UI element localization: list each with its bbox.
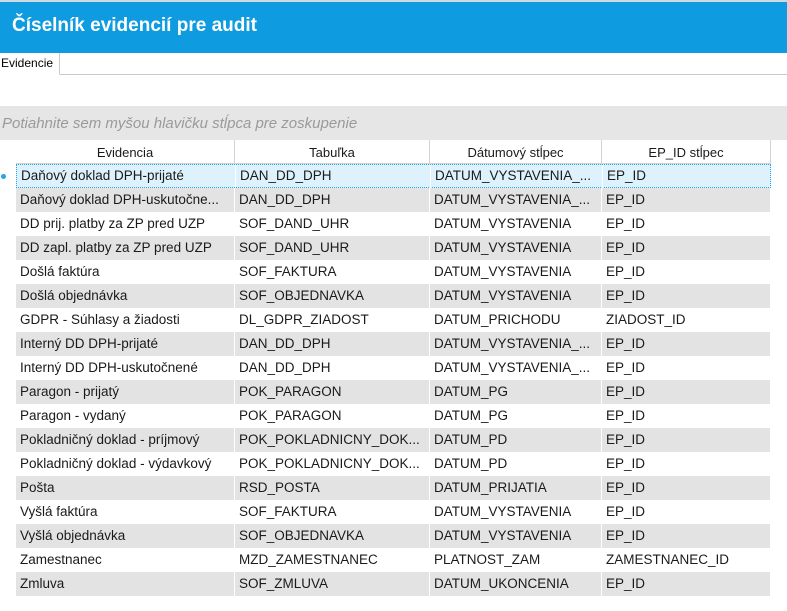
table-cell: POK_POKLADNICNY_DOK...	[235, 428, 430, 452]
table-row[interactable]	[16, 308, 771, 332]
table-cell: Vyšlá objednávka	[16, 524, 235, 548]
column-header-tabulka[interactable]: Tabuľka	[235, 140, 430, 164]
table-cell: RSD_POSTA	[235, 476, 430, 500]
table-row[interactable]	[16, 452, 771, 476]
table-cell: EP_ID	[602, 332, 771, 356]
table-row[interactable]	[16, 404, 771, 428]
table-cell: SOF_DAND_UHR	[235, 236, 430, 260]
group-by-hint: Potiahnite sem myšou hlavičku stĺpca pre zoskupenie	[2, 115, 358, 132]
table-row[interactable]	[16, 212, 771, 236]
table-cell: EP_ID	[602, 476, 771, 500]
table-row[interactable]	[16, 524, 771, 548]
table-cell: ZIADOST_ID	[602, 308, 771, 332]
table-cell: Zamestnanec	[16, 548, 235, 572]
table-cell: SOF_FAKTURA	[235, 500, 430, 524]
table-cell: DATUM_VYSTAVENIA_...	[431, 165, 603, 189]
table-cell: Interný DD DPH-prijaté	[16, 332, 235, 356]
grid-header	[16, 140, 771, 164]
table-cell: SOF_OBJEDNAVKA	[235, 284, 430, 308]
table-cell: Interný DD DPH-uskutočnené	[16, 356, 235, 380]
column-header-datumovy-stlpec[interactable]: Dátumový stĺpec	[430, 140, 602, 164]
table-cell: Paragon - prijatý	[16, 380, 235, 404]
table-cell: SOF_DAND_UHR	[235, 212, 430, 236]
table-row[interactable]	[16, 380, 771, 404]
table-cell: EP_ID	[603, 165, 772, 189]
current-row-indicator	[1, 174, 6, 179]
table-cell: Zmluva	[16, 572, 235, 596]
column-header-evidencia[interactable]: Evidencia	[16, 140, 235, 164]
table-row[interactable]	[16, 572, 771, 596]
table-cell: DATUM_UKONCENIA	[430, 572, 602, 596]
table-cell: EP_ID	[602, 572, 771, 596]
table-cell: EP_ID	[602, 188, 771, 212]
table-cell: POK_PARAGON	[235, 380, 430, 404]
group-by-panel[interactable]	[0, 106, 787, 140]
table-cell: EP_ID	[602, 404, 771, 428]
table-row[interactable]	[16, 356, 771, 380]
table-cell: EP_ID	[602, 452, 771, 476]
table-cell: DATUM_PRIJATIA	[430, 476, 602, 500]
table-cell: Vyšlá faktúra	[16, 500, 235, 524]
table-cell: DATUM_PD	[430, 428, 602, 452]
table-cell: EP_ID	[602, 428, 771, 452]
table-cell: PLATNOST_ZAM	[430, 548, 602, 572]
table-cell: DL_GDPR_ZIADOST	[235, 308, 430, 332]
table-cell: EP_ID	[602, 524, 771, 548]
table-cell: Pošta	[16, 476, 235, 500]
table-cell: DATUM_PG	[430, 404, 602, 428]
table-cell: Pokladničný doklad - výdavkový	[16, 452, 235, 476]
table-cell: DATUM_VYSTAVENIA	[430, 500, 602, 524]
table-cell: EP_ID	[602, 380, 771, 404]
table-cell: DATUM_VYSTAVENIA	[430, 524, 602, 548]
table-cell: DD zapl. platby za ZP pred UZP	[16, 236, 235, 260]
table-row[interactable]	[16, 476, 771, 500]
tab-strip	[0, 53, 787, 75]
table-cell: DAN_DD_DPH	[235, 332, 430, 356]
table-cell: DATUM_VYSTAVENIA	[430, 236, 602, 260]
table-cell: DAN_DD_DPH	[235, 356, 430, 380]
table-cell: EP_ID	[602, 284, 771, 308]
table-cell: GDPR - Súhlasy a žiadosti	[16, 308, 235, 332]
table-cell: Paragon - vydaný	[16, 404, 235, 428]
table-row[interactable]	[16, 164, 771, 188]
table-row[interactable]	[16, 284, 771, 308]
table-cell: SOF_OBJEDNAVKA	[235, 524, 430, 548]
table-cell: POK_POKLADNICNY_DOK...	[235, 452, 430, 476]
table-cell: DATUM_VYSTAVENIA	[430, 260, 602, 284]
table-cell: DATUM_VYSTAVENIA_...	[430, 188, 602, 212]
table-cell: EP_ID	[602, 260, 771, 284]
table-cell: Pokladničný doklad - príjmový	[16, 428, 235, 452]
table-cell: MZD_ZAMESTNANEC	[235, 548, 430, 572]
table-cell: DATUM_PRICHODU	[430, 308, 602, 332]
table-cell: Daňový doklad DPH-uskutočne...	[16, 188, 235, 212]
table-cell: DATUM_VYSTAVENIA	[430, 212, 602, 236]
table-row[interactable]	[16, 236, 771, 260]
column-header-ep-id-stlpec[interactable]: EP_ID stĺpec	[602, 140, 771, 164]
table-cell: DATUM_VYSTAVENIA_...	[430, 356, 602, 380]
table-cell: DAN_DD_DPH	[235, 188, 430, 212]
table-row[interactable]	[16, 332, 771, 356]
table-cell: Došlá faktúra	[16, 260, 235, 284]
window-title: Číselník evidencií pre audit	[12, 15, 257, 36]
table-cell: EP_ID	[602, 356, 771, 380]
table-cell: EP_ID	[602, 500, 771, 524]
table-cell: EP_ID	[602, 236, 771, 260]
table-cell: DATUM_PD	[430, 452, 602, 476]
table-row[interactable]	[16, 260, 771, 284]
table-cell: SOF_ZMLUVA	[235, 572, 430, 596]
table-row[interactable]	[16, 548, 771, 572]
table-cell: Daňový doklad DPH-prijaté	[17, 165, 236, 189]
table-cell: DATUM_PG	[430, 380, 602, 404]
table-row[interactable]	[16, 188, 771, 212]
table-cell: ZAMESTNANEC_ID	[602, 548, 771, 572]
table-cell: DATUM_VYSTAVENIA	[430, 284, 602, 308]
table-row[interactable]	[16, 428, 771, 452]
table-cell: Došlá objednávka	[16, 284, 235, 308]
table-cell: DD prij. platby za ZP pred UZP	[16, 212, 235, 236]
table-cell: EP_ID	[602, 212, 771, 236]
table-cell: SOF_FAKTURA	[235, 260, 430, 284]
table-cell: DATUM_VYSTAVENIA_...	[430, 332, 602, 356]
tab-evidencie[interactable]: Evidencie	[0, 53, 60, 75]
title-bar	[0, 0, 787, 53]
table-cell: POK_PARAGON	[235, 404, 430, 428]
table-row[interactable]	[16, 500, 771, 524]
table-cell: DAN_DD_DPH	[236, 165, 431, 189]
